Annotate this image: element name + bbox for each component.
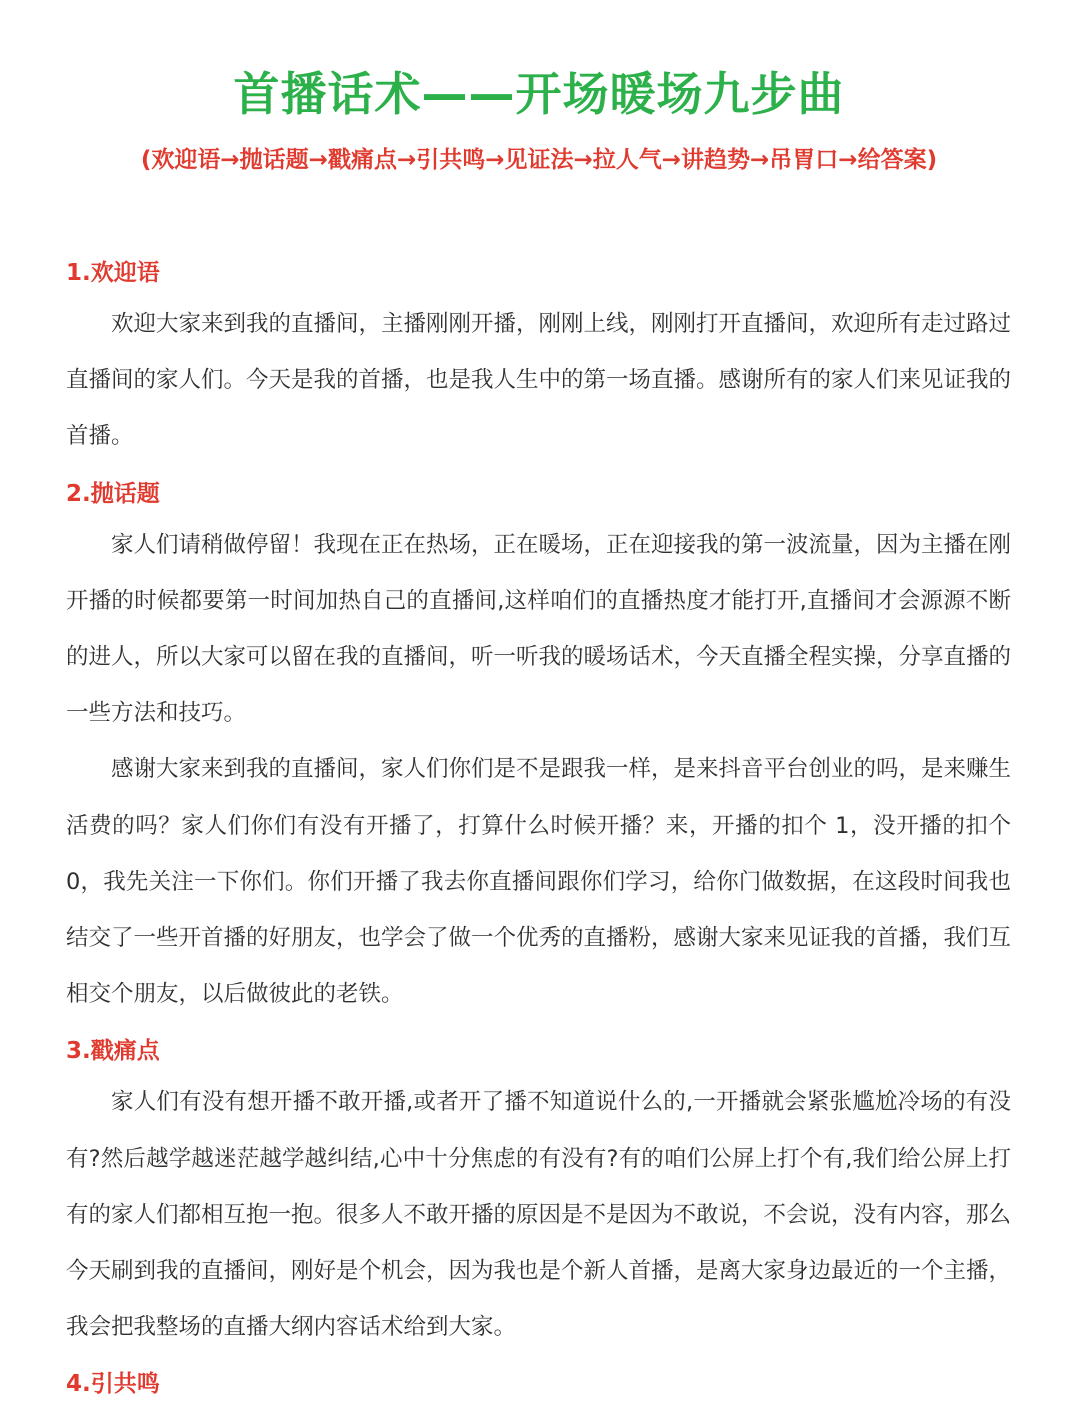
section-welcome	[66, 250, 1011, 465]
section-pain-point	[66, 1028, 1011, 1355]
page-title: 首播话术——开场暖场九步曲	[233, 67, 845, 121]
section-heading: 3.戳痛点	[66, 1038, 160, 1065]
page-subtitle: (欢迎语→抛话题→戳痛点→引共鸣→见证法→拉人气→讲趋势→吊胃口→给答案)	[140, 147, 938, 173]
paragraph: 欢迎大家来到我的直播间，主播刚刚开播，刚刚上线，刚刚打开直播间，欢迎所有走过路过直播间的家人们。今天是我的首播，也是我人生中的第一场直播。感谢所有的家人们来见证我的首播。	[66, 311, 1012, 450]
section-heading: 4.引共鸣	[66, 1371, 160, 1398]
paragraph: 家人们有没有想开播不敢开播,或者开了播不知道说什么的,一开播就会紧张尴尬冷场的有没有?然后越学越迷茫越学越纠结,心中十分焦虑的有没有?有的咱们公屏上打个有,我们给公屏上打有的家人们都相互抱一抱。很多人不敢开播的原因是不是因为不敢说，不会说，没有内容，那么今天刷到我的直播间，刚好是个机会，因为我也是个新人首播，是离大家身边最近的一个主播，我会把我整场的直播大纲内容话术给到大家。	[66, 1089, 1012, 1341]
paragraph: 感谢大家来到我的直播间，家人们你们是不是跟我一样，是来抖音平台创业的吗，是来赚生活费的吗？家人们你们有没有开播了，打算什么时候开播？来，开播的扣个 1，没开播的扣个 0，我先关注一下你们。你们开播了我去你直播间跟你们学习，给你门做数据，在这段时间我也结交了一些开首播的好朋友，也学会了做一个优秀的直播粉，感谢大家来见证我的首播，我们互相交个朋友，以后做彼此的老铁。	[66, 756, 1012, 1008]
paragraph: 家人们请稍做停留！我现在正在热场，正在暖场，正在迎接我的第一波流量，因为主播在刚开播的时候都要第一时间加热自己的直播间,这样咱们的直播热度才能打开,直播间才会源源不断的进人，所以大家可以留在我的直播间，听一听我的暖场话术，今天直播全程实操，分享直播的一些方法和技巧。	[66, 531, 1012, 727]
section-topic	[66, 471, 1011, 1023]
document-body	[66, 250, 1011, 1407]
section-resonance	[66, 1361, 1011, 1407]
section-heading: 2.抛话题	[66, 480, 160, 507]
section-heading: 1.欢迎语	[66, 260, 160, 286]
